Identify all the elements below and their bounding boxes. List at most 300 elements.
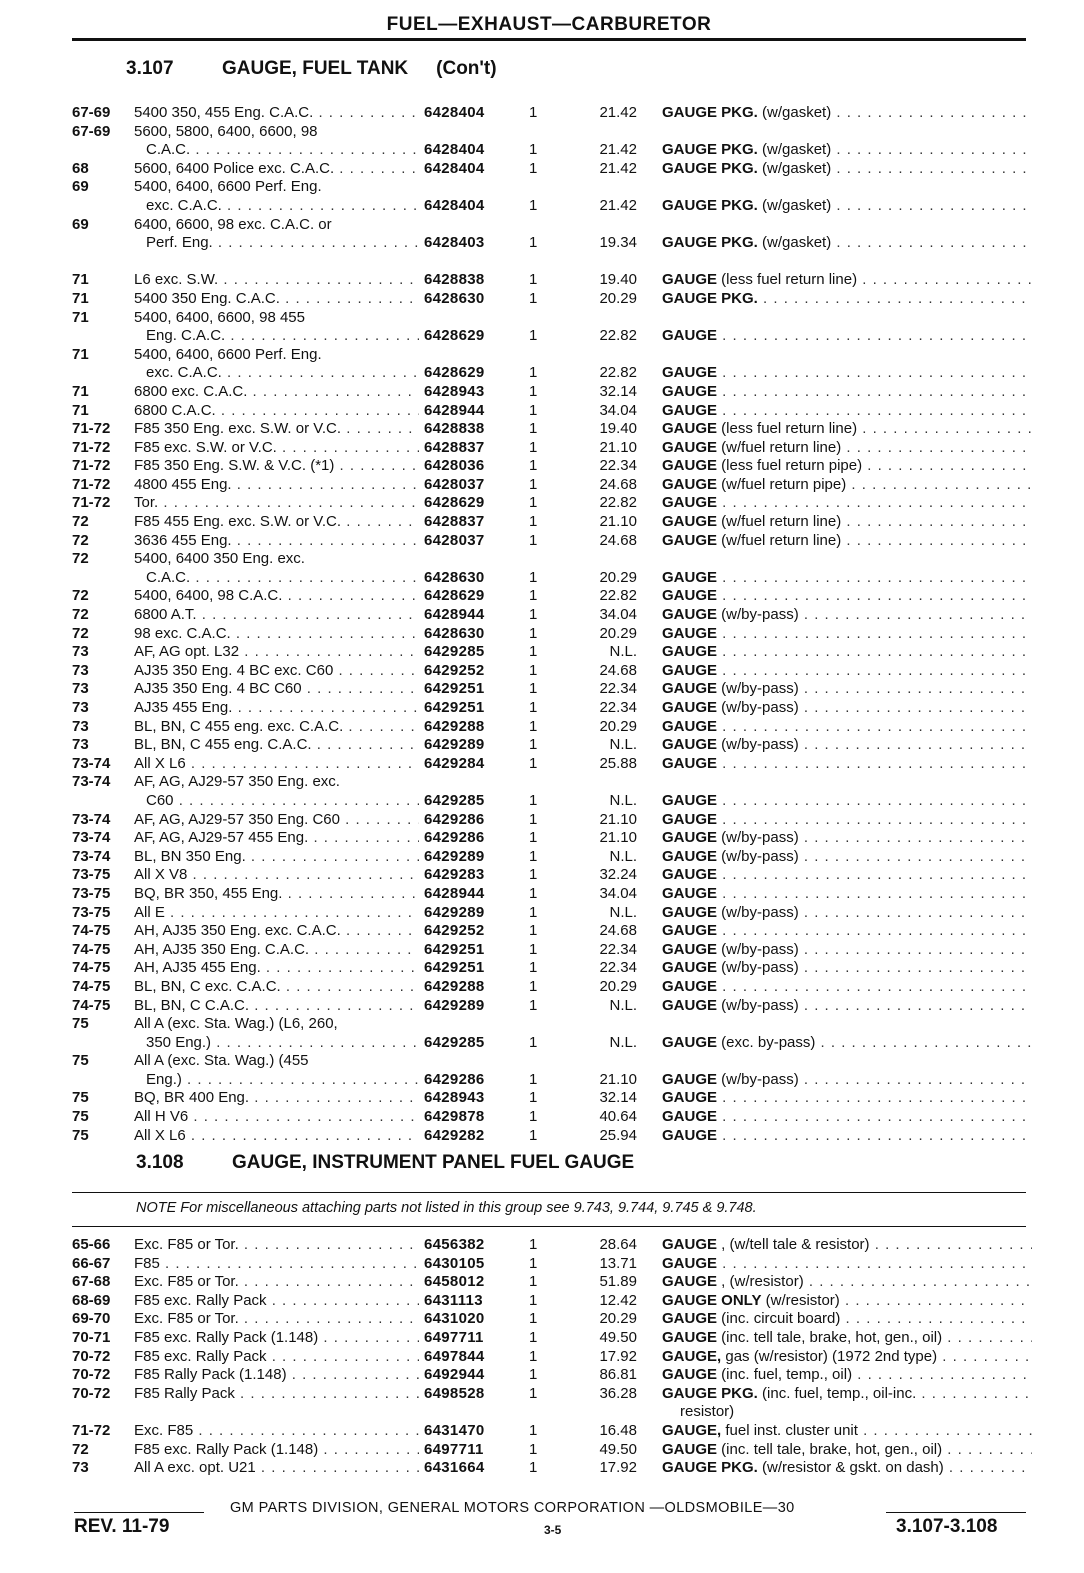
table-row — [72, 1422, 1032, 1441]
quantity: 1 — [529, 104, 538, 121]
price: 49.50 — [599, 1328, 637, 1346]
quantity: 1 — [529, 438, 538, 456]
table-row — [72, 1236, 1032, 1255]
part-number: 6429252 — [424, 661, 485, 679]
model-year: 71 — [72, 345, 89, 363]
model-application: BQ, BR 350, 455 Eng. . . . — [134, 885, 419, 904]
table-row — [72, 1348, 1032, 1367]
price: 49.50 — [599, 1440, 637, 1458]
part-number: 6429288 — [424, 717, 485, 735]
part-description-name: GAUGE — [662, 1273, 718, 1291]
price: 20.29 — [599, 977, 637, 995]
table-row — [72, 290, 1032, 309]
footer-revision: REV. 11-79 — [74, 1516, 170, 1537]
table-row — [72, 792, 1032, 811]
part-description-name: GAUGE — [662, 1070, 718, 1088]
section-number: 3.107 — [126, 58, 174, 79]
part-description-note: (inc. tell tale, brake, hot, gen., oil) — [717, 1440, 943, 1458]
quantity: 1 — [529, 1070, 538, 1088]
part-description — [662, 457, 1032, 476]
part-description-note: (w/by-pass) — [717, 736, 799, 754]
price: 22.34 — [599, 940, 637, 958]
model-application: 5400, 6400, 6600 Perf. Eng. — [134, 345, 322, 363]
part-number: 6428837 — [424, 438, 485, 456]
model-application: AF, AG, AJ29-57 455 Eng. . . . — [134, 829, 419, 848]
part-description-name: GAUGE — [662, 1126, 718, 1144]
model-year: 73-74 — [72, 847, 111, 865]
part-number: 6428629 — [424, 587, 485, 605]
part-description-name: GAUGE — [662, 661, 718, 679]
table-row — [72, 569, 1032, 588]
part-description-note: (w/gasket) — [757, 104, 832, 121]
table-row — [72, 625, 1032, 644]
table-row — [72, 1292, 1032, 1311]
section-title-3-107 — [126, 58, 497, 80]
model-application: BQ, BR 400 Eng. . . . — [134, 1089, 419, 1108]
part-description-note: (w/by-pass) — [717, 903, 799, 921]
model-application: F85 exc. Rally Pack (1.148) . . . — [134, 1441, 419, 1460]
part-description — [662, 420, 1032, 439]
table-row — [72, 1310, 1032, 1329]
table-row — [72, 1108, 1032, 1127]
price: 32.14 — [599, 382, 637, 400]
price: 17.92 — [599, 1459, 637, 1477]
quantity: 1 — [529, 829, 538, 847]
part-description — [662, 1366, 1032, 1385]
part-number: 6429285 — [424, 643, 485, 661]
part-description-name: GAUGE — [662, 829, 718, 847]
quantity: 1 — [529, 940, 538, 958]
part-number: 6428037 — [424, 531, 485, 549]
table-row — [72, 494, 1032, 513]
quantity: 1 — [529, 1291, 538, 1309]
part-description-name: GAUGE — [662, 1033, 718, 1051]
quantity: 1 — [529, 736, 538, 754]
part-description-name: GAUGE — [662, 1366, 718, 1384]
model-application: Eng.) . . . — [134, 1071, 419, 1090]
part-description-note: (w/by-pass) — [717, 606, 799, 624]
quantity: 1 — [529, 866, 538, 884]
table-row — [72, 457, 1032, 476]
price: 13.71 — [599, 1254, 637, 1272]
part-description-name: GAUGE — [662, 401, 718, 419]
model-year: 71 — [72, 289, 89, 307]
model-application: F85 Rally Pack . . . — [134, 1385, 419, 1404]
model-application: F85 350 Eng. S.W. & V.C. (*1) . . . — [134, 457, 419, 476]
section-continued: (Con't) — [436, 58, 497, 79]
table-row — [72, 439, 1032, 458]
part-description-note: (w/fuel return line) — [717, 513, 842, 531]
price: 16.48 — [599, 1421, 637, 1439]
part-number: 6428037 — [424, 475, 485, 493]
part-number: 6428629 — [424, 364, 485, 382]
part-description-name: GAUGE PKG. — [662, 196, 758, 214]
part-description-name: GAUGE — [662, 959, 718, 977]
part-description-note: (w/by-pass) — [717, 959, 799, 977]
part-description-name: GAUGE — [662, 568, 718, 586]
price: N.L. — [609, 736, 637, 754]
price: 21.42 — [599, 104, 637, 121]
part-number: 6429252 — [424, 922, 485, 940]
table-row — [72, 941, 1032, 960]
part-number: 6458012 — [424, 1273, 485, 1291]
price: 28.64 — [599, 1236, 637, 1253]
table-row — [72, 1034, 1032, 1053]
part-description-name: GAUGE — [662, 791, 718, 809]
quantity: 1 — [529, 420, 538, 438]
model-year: 71-72 — [72, 1421, 111, 1439]
part-description-name: GAUGE — [662, 457, 718, 475]
quantity: 1 — [529, 1384, 538, 1402]
section-name: GAUGE, FUEL TANK — [222, 58, 409, 79]
part-description — [662, 848, 1032, 867]
model-year: 74-75 — [72, 940, 111, 958]
part-description — [662, 885, 1032, 904]
part-description — [662, 792, 1032, 811]
model-year: 71 — [72, 382, 89, 400]
part-description-name: GAUGE PKG. — [662, 159, 758, 177]
part-number: 6428943 — [424, 1089, 485, 1107]
quantity: 1 — [529, 475, 538, 493]
quantity: 1 — [529, 791, 538, 809]
quantity: 1 — [529, 1366, 538, 1384]
part-description-note: (inc. fuel, temp., oil-inc. — [757, 1384, 917, 1402]
part-description-name: GAUGE — [662, 475, 718, 493]
model-application: 6800 A.T. . . . — [134, 606, 419, 625]
model-application: AJ35 455 Eng. . . . — [134, 699, 419, 718]
model-application: F85 Rally Pack (1.148) . . . — [134, 1366, 419, 1385]
part-description — [662, 141, 1032, 160]
model-year: 75 — [72, 1126, 89, 1144]
model-year: 66-67 — [72, 1254, 111, 1272]
table-row — [72, 959, 1032, 978]
part-description-name: GAUGE — [662, 996, 718, 1014]
part-description-name: GAUGE — [662, 810, 718, 828]
part-description-name: GAUGE — [662, 624, 718, 642]
model-application: 98 exc. C.A.C. . . . — [134, 625, 419, 644]
table-row — [72, 402, 1032, 421]
part-number: 6429251 — [424, 940, 485, 958]
quantity: 1 — [529, 922, 538, 940]
price: N.L. — [609, 1033, 637, 1051]
model-year: 74-75 — [72, 996, 111, 1014]
model-year: 70-72 — [72, 1366, 111, 1384]
model-year: 69 — [72, 178, 89, 196]
part-number: 6429878 — [424, 1108, 485, 1126]
quantity: 1 — [529, 1126, 538, 1144]
table-row — [72, 997, 1032, 1016]
part-description-note: (inc. circuit board) — [717, 1310, 841, 1328]
model-application: 3636 455 Eng. . . . — [134, 532, 419, 551]
part-description — [662, 1089, 1032, 1108]
table-row — [72, 253, 1032, 272]
part-description — [662, 364, 1032, 383]
quantity: 1 — [529, 624, 538, 642]
model-year: 71-72 — [72, 475, 111, 493]
model-year: 71 — [72, 401, 89, 419]
model-year: 72 — [72, 1440, 89, 1458]
part-description — [662, 1034, 1032, 1053]
model-application: Exc. F85 . . . — [134, 1422, 419, 1441]
price: 20.29 — [599, 717, 637, 735]
part-number: 6429286 — [424, 810, 485, 828]
part-description-name: GAUGE — [662, 513, 718, 531]
part-description-note: (w/by-pass) — [717, 940, 799, 958]
quantity: 1 — [529, 996, 538, 1014]
model-application: 6800 exc. C.A.C. . . . — [134, 383, 419, 402]
table-row — [72, 755, 1032, 774]
quantity: 1 — [529, 401, 538, 419]
part-description — [662, 1385, 1032, 1404]
price: 20.29 — [599, 289, 637, 307]
part-description — [662, 1292, 1032, 1311]
quantity: 1 — [529, 1273, 538, 1291]
part-number: 6431113 — [424, 1291, 483, 1309]
part-number: 6431664 — [424, 1459, 485, 1477]
model-application: F85 350 Eng. exc. S.W. or V.C. . . . — [134, 420, 419, 439]
part-description — [662, 1403, 1050, 1422]
table-row — [72, 104, 1032, 123]
model-application: BL, BN, C exc. C.A.C. . . . — [134, 978, 419, 997]
table-row — [72, 141, 1032, 160]
part-description — [662, 383, 1032, 402]
model-application: All X V8 . . . — [134, 866, 419, 885]
part-description — [662, 402, 1032, 421]
model-year: 73 — [72, 661, 89, 679]
part-number: 6428403 — [424, 234, 485, 252]
part-description-name: GAUGE — [662, 866, 718, 884]
price: 40.64 — [599, 1108, 637, 1126]
model-application: 5400, 6400, 98 C.A.C. . . . — [134, 587, 419, 606]
part-description — [662, 1310, 1032, 1329]
table-row — [72, 1015, 1032, 1034]
part-description — [662, 1255, 1032, 1274]
part-description-name: GAUGE — [662, 531, 718, 549]
part-number: 6429288 — [424, 977, 485, 995]
part-description — [662, 234, 1032, 253]
quantity: 1 — [529, 1440, 538, 1458]
part-number: 6429289 — [424, 736, 485, 754]
model-year: 73-74 — [72, 829, 111, 847]
model-application: BL, BN, C 455 eng. exc. C.A.C. . . . — [134, 718, 419, 737]
price: 22.34 — [599, 680, 637, 698]
part-description — [662, 718, 1032, 737]
model-year: 71-72 — [72, 457, 111, 475]
table-row — [72, 1052, 1032, 1071]
quantity: 1 — [529, 364, 538, 382]
part-description — [662, 569, 1032, 588]
part-description-note: (w/fuel return line) — [717, 438, 842, 456]
part-number: 6428404 — [424, 141, 485, 159]
part-description — [662, 811, 1032, 830]
model-application: BL, BN 350 Eng. . . . — [134, 848, 419, 867]
model-year: 67-69 — [72, 122, 111, 140]
model-application: 5400, 6400, 6600, 98 455 — [134, 308, 305, 326]
part-description-note: (inc. fuel, temp., oil) — [717, 1366, 853, 1384]
model-year: 73-74 — [72, 773, 111, 791]
table-row — [72, 904, 1032, 923]
part-description-name: GAUGE — [662, 438, 718, 456]
part-description-name: GAUGE — [662, 364, 718, 382]
part-description — [662, 1236, 1032, 1255]
table-row — [72, 885, 1032, 904]
part-number: 6429286 — [424, 1070, 485, 1088]
part-description-note: (less fuel return pipe) — [717, 457, 863, 475]
footer-page-number: 3-5 — [544, 1523, 562, 1537]
part-number: 6428404 — [424, 159, 485, 177]
part-description-note: (w/gasket) — [757, 234, 832, 252]
part-description — [662, 606, 1032, 625]
part-number: 6428630 — [424, 568, 485, 586]
part-description — [662, 662, 1032, 681]
part-description-name: GAUGE — [662, 699, 718, 716]
model-year: 73-75 — [72, 866, 111, 884]
part-number: 6429283 — [424, 866, 485, 884]
part-number: 6428838 — [424, 271, 485, 289]
section-name: GAUGE, INSTRUMENT PANEL FUEL GAUGE — [232, 1152, 635, 1173]
model-year: 71 — [72, 308, 89, 326]
model-year: 72 — [72, 513, 89, 531]
table-row — [72, 123, 1032, 142]
model-application: exc. C.A.C. . . . — [134, 197, 419, 216]
part-number: 6429251 — [424, 699, 485, 716]
part-number: 6428943 — [424, 382, 485, 400]
part-description-name: GAUGE — [662, 736, 718, 754]
footer-section-range: 3.107-3.108 — [896, 1516, 998, 1537]
model-year: 75 — [72, 1015, 89, 1033]
part-number: 6428629 — [424, 494, 485, 512]
price: 22.34 — [599, 457, 637, 475]
price: N.L. — [609, 996, 637, 1014]
table-row — [72, 420, 1032, 439]
model-application: F85 . . . — [134, 1255, 419, 1274]
table-row — [72, 1127, 1032, 1146]
part-description-name: GAUGE — [662, 884, 718, 902]
table-row — [72, 383, 1032, 402]
quantity: 1 — [529, 234, 538, 252]
model-application: Exc. F85 or Tor. . . . — [134, 1310, 419, 1329]
model-application: All X L6 . . . — [134, 1127, 419, 1146]
model-application: 4800 455 Eng. . . . — [134, 476, 419, 495]
part-description — [662, 327, 1032, 346]
part-number: 6428838 — [424, 420, 485, 438]
model-year: 72 — [72, 606, 89, 624]
model-year: 71 — [72, 271, 89, 289]
price: 25.88 — [599, 754, 637, 772]
model-year: 74-75 — [72, 959, 111, 977]
model-year: 73 — [72, 699, 89, 716]
part-description-note: fuel inst. cluster unit — [721, 1421, 858, 1439]
table-row — [72, 216, 1032, 235]
table-row — [72, 1329, 1032, 1348]
part-number: 6429282 — [424, 1126, 485, 1144]
price: N.L. — [609, 643, 637, 661]
model-application: AJ35 350 Eng. 4 BC exc. C60 . . . — [134, 662, 419, 681]
part-number: 6429284 — [424, 754, 485, 772]
model-year: 68 — [72, 159, 89, 177]
footer-rule-right — [886, 1512, 1026, 1513]
part-description-name: GAUGE PKG. — [662, 141, 758, 159]
price: 34.04 — [599, 884, 637, 902]
price: 24.68 — [599, 661, 637, 679]
part-description — [662, 680, 1032, 699]
quantity: 1 — [529, 1236, 538, 1253]
price: 32.14 — [599, 1089, 637, 1107]
price: 21.10 — [599, 438, 637, 456]
model-application: F85 exc. Rally Pack . . . — [134, 1348, 419, 1367]
part-description-name: GAUGE — [662, 1310, 718, 1328]
part-number: 6428404 — [424, 104, 485, 121]
part-description-name: GAUGE PKG. — [662, 289, 758, 307]
quantity: 1 — [529, 141, 538, 159]
model-year: 68-69 — [72, 1291, 111, 1309]
model-application: F85 455 Eng. exc. S.W. or V.C. . . . — [134, 513, 419, 532]
part-description-name: GAUGE — [662, 1328, 718, 1346]
price: 51.89 — [599, 1273, 637, 1291]
model-application: C60 . . . — [134, 792, 419, 811]
part-number: 6429289 — [424, 996, 485, 1014]
part-description — [662, 1071, 1032, 1090]
model-year: 74-75 — [72, 922, 111, 940]
part-description — [662, 1329, 1032, 1348]
part-number: 6429285 — [424, 791, 485, 809]
price: 22.82 — [599, 364, 637, 382]
part-description — [662, 587, 1032, 606]
price: 21.10 — [599, 513, 637, 531]
part-description-note: gas (w/resistor) (1972 2nd type) — [721, 1347, 938, 1365]
model-application: All A exc. opt. U21 . . . — [134, 1459, 419, 1478]
part-description — [662, 904, 1032, 923]
part-number: 6430105 — [424, 1254, 485, 1272]
price: 21.10 — [599, 810, 637, 828]
part-description — [662, 160, 1032, 179]
part-description — [662, 941, 1032, 960]
part-description — [662, 1127, 1032, 1146]
section-divider — [72, 1226, 1026, 1227]
table-row — [72, 178, 1032, 197]
part-description — [662, 532, 1032, 551]
model-application: BL, BN, C C.A.C. . . . — [134, 997, 419, 1016]
table-row — [72, 643, 1032, 662]
part-number: 6492944 — [424, 1366, 485, 1384]
model-application: 5400 350, 455 Eng. C.A.C. . . . — [134, 104, 419, 123]
quantity: 1 — [529, 1310, 538, 1328]
table-row — [72, 364, 1032, 383]
model-application: F85 exc. Rally Pack . . . — [134, 1292, 419, 1311]
part-description-note: (less fuel return line) — [717, 271, 858, 289]
part-description — [662, 104, 1032, 123]
quantity: 1 — [529, 568, 538, 586]
table-row — [72, 513, 1032, 532]
model-year: 73-74 — [72, 754, 111, 772]
price: 34.04 — [599, 401, 637, 419]
part-description-name: GAUGE — [662, 940, 718, 958]
part-description — [662, 755, 1032, 774]
part-number: 6497844 — [424, 1347, 485, 1365]
part-number: 6429289 — [424, 847, 485, 865]
model-application: 6400, 6600, 98 exc. C.A.C. or — [134, 215, 332, 233]
model-year: 72 — [72, 587, 89, 605]
model-application: 350 Eng.) . . . — [134, 1034, 419, 1053]
price: 34.04 — [599, 606, 637, 624]
price: 25.94 — [599, 1126, 637, 1144]
price: 86.81 — [599, 1366, 637, 1384]
part-description — [662, 513, 1032, 532]
part-description-name: GAUGE, — [662, 1347, 722, 1365]
part-description-name: GAUGE — [662, 1236, 718, 1253]
model-year: 71-72 — [72, 438, 111, 456]
part-description-note: (w/resistor & gskt. on dash) — [757, 1459, 944, 1477]
